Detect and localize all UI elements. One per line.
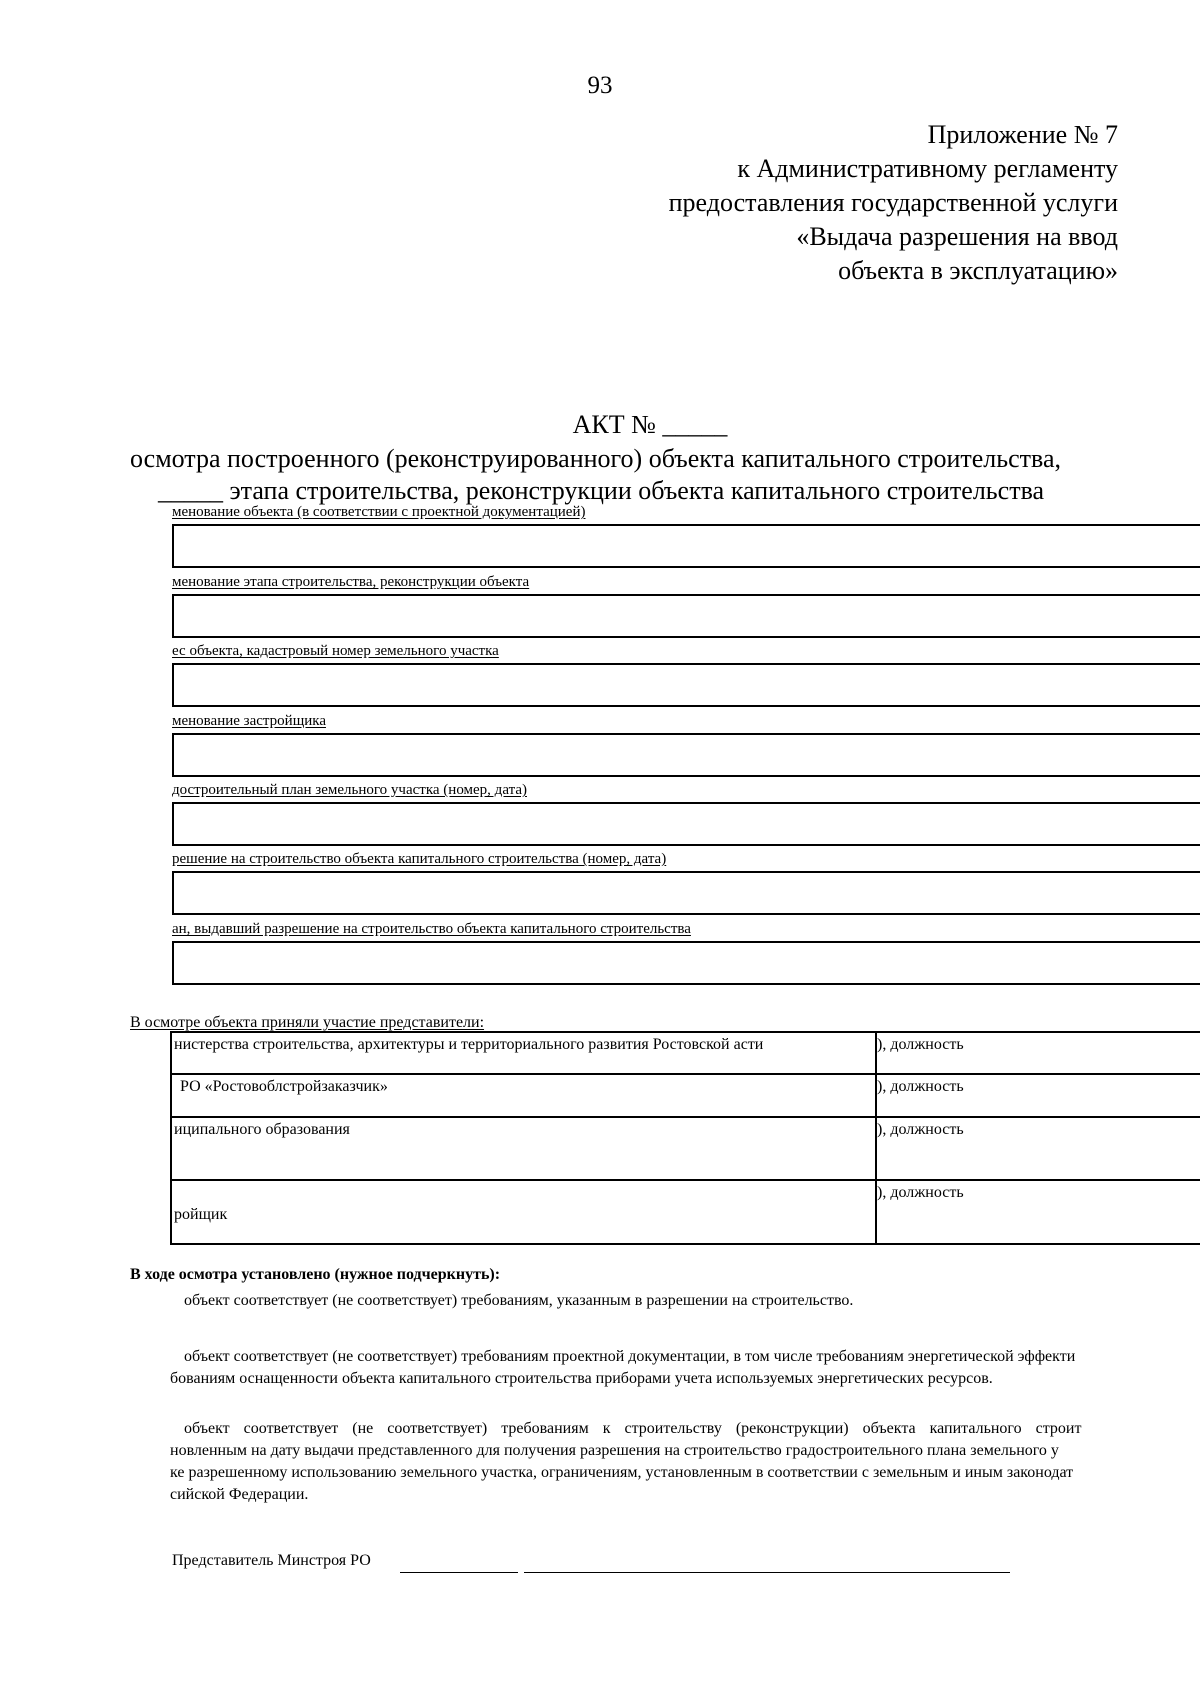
representative-fio[interactable]: ), должность: [876, 1180, 1200, 1244]
field-label-urban-plan: достроительный план земельного участка (номер, дата): [172, 782, 527, 798]
representative-org: иципального образования: [171, 1117, 876, 1180]
signature-label: Представитель Минстроя РО: [172, 1552, 371, 1569]
finding-3-line-3: ке разрешенному использованию земельного участка, ограничениям, установленным в соответствии с земельным и иным законодат: [170, 1464, 1074, 1481]
name-line[interactable]: [524, 1572, 1010, 1573]
field-box-issuing-authority[interactable]: [172, 941, 1200, 985]
appendix-line-1: Приложение № 7: [927, 120, 1118, 149]
table-row: [171, 1117, 1200, 1180]
finding-3-line-2: новленным на дату выдачи представленного для получения разрешения на строительство градостроительного плана земельного у: [170, 1442, 1059, 1459]
field-label-issuing-authority: ан, выдавший разрешение на строительство объекта капитального строительства: [172, 921, 691, 937]
act-subtitle-1: осмотра построенного (реконструированного) объекта капитального строительства,: [130, 444, 1061, 473]
finding-3: [170, 1418, 1200, 1510]
finding-1: объект соответствует (не соответствует) требованиям, указанным в разрешении на строительство.: [184, 1292, 854, 1309]
signature-line[interactable]: [400, 1572, 518, 1573]
field-box-permit[interactable]: [172, 871, 1200, 915]
field-label-developer: менование застройщика: [172, 713, 326, 729]
representative-fio[interactable]: ), должность: [876, 1074, 1200, 1117]
appendix-line-4: «Выдача разрешения на ввод: [796, 222, 1118, 251]
field-label-stage-name: менование этапа строительства, реконструкции объекта: [172, 574, 530, 590]
representative-org: нистерства строительства, архитектуры и территориального развития Ростовской асти: [171, 1032, 876, 1074]
representative-org: РО «Ростовоблстройзаказчик»: [171, 1074, 876, 1117]
finding-3-line-1: объект соответствует (не соответствует) требованиям к строительству (реконструкции) объекта капитального строит: [184, 1420, 1082, 1437]
representative-fio[interactable]: ), должность: [876, 1032, 1200, 1074]
table-row: [171, 1074, 1200, 1117]
field-label-address: ес объекта, кадастровый номер земельного участка: [172, 643, 499, 659]
field-label-object-name: менование объекта (в соответствии с проектной документацией): [172, 504, 586, 520]
field-box-stage-name[interactable]: [172, 594, 1200, 638]
act-title: АКТ № _____: [572, 410, 728, 439]
field-box-urban-plan[interactable]: [172, 802, 1200, 846]
field-box-object-name[interactable]: [172, 524, 1200, 568]
field-box-address[interactable]: [172, 663, 1200, 707]
finding-2-line-1: объект соответствует (не соответствует) требованиям проектной документации, в том числе требованиям энергетической эффекти: [184, 1348, 1076, 1365]
representative-fio[interactable]: ), должность: [876, 1117, 1200, 1180]
findings-heading: В ходе осмотра установлено (нужное подчеркнуть):: [130, 1266, 501, 1283]
act-subtitle-2: _____ этапа строительства, реконструкции объекта капитального строительства: [158, 476, 1045, 505]
field-box-developer[interactable]: [172, 733, 1200, 777]
field-label-permit: решение на строительство объекта капитального строительства (номер, дата): [172, 851, 667, 867]
appendix-line-3: предоставления государственной услуги: [668, 188, 1118, 217]
appendix-line-5: объекта в эксплуатацию»: [838, 256, 1118, 285]
representative-org: ройщик: [171, 1180, 876, 1244]
page-number: 93: [587, 72, 613, 99]
appendix-line-2: к Административному регламенту: [737, 154, 1118, 183]
finding-2: [170, 1346, 1200, 1394]
finding-3-line-4: сийской Федерации.: [170, 1486, 309, 1503]
participants-heading: В осмотре объекта приняли участие представители:: [130, 1014, 485, 1031]
finding-2-line-2: бованиям оснащенности объекта капитального строительства приборами учета используемых энергетических ресурсов.: [170, 1370, 993, 1387]
table-row: [171, 1032, 1200, 1074]
representatives-table: [170, 1031, 1200, 1245]
table-row: [171, 1180, 1200, 1244]
